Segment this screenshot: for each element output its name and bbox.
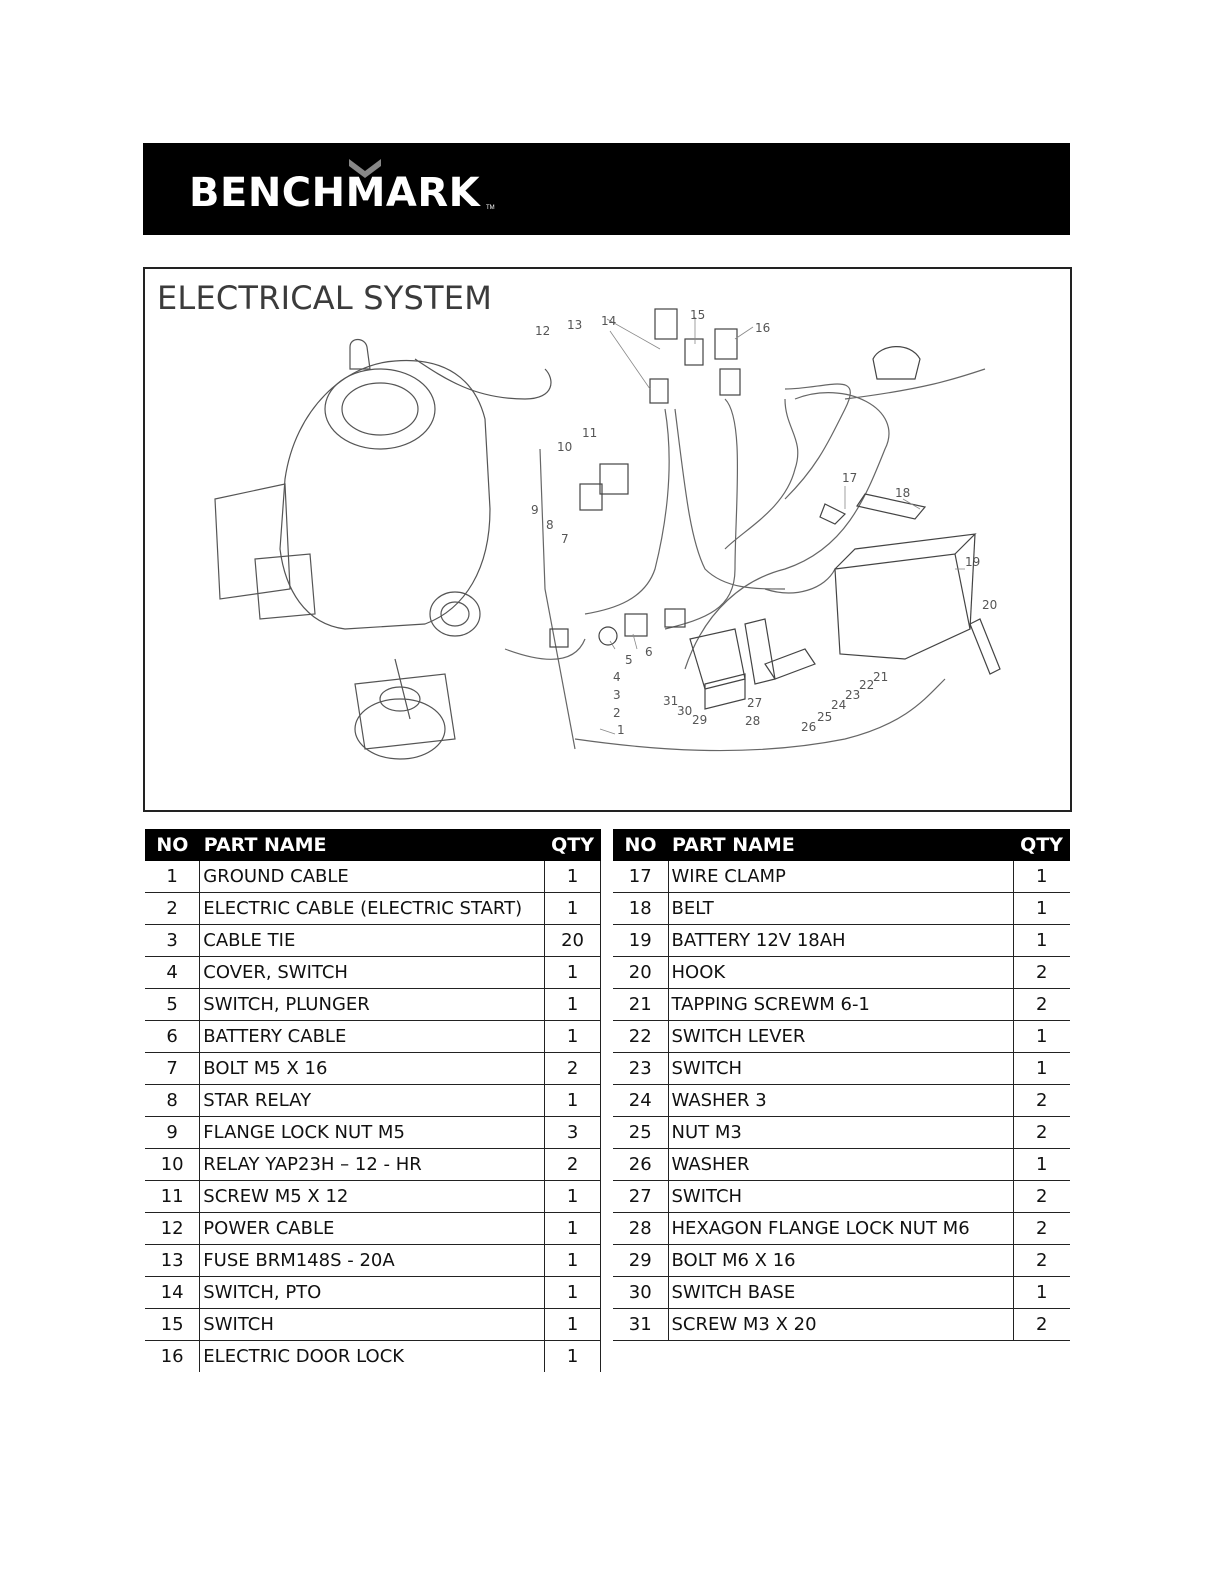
callout-31: 31 — [663, 694, 679, 708]
part-number: 9 — [145, 1117, 200, 1149]
table-row — [145, 1181, 601, 1213]
part-name: BOLT M5 X 16 — [200, 1053, 545, 1085]
callout-26: 26 — [801, 720, 817, 734]
part-number: 19 — [613, 925, 668, 957]
part-qty: 1 — [1013, 1149, 1070, 1181]
table-header-row — [145, 829, 601, 861]
part-number: 6 — [145, 1021, 200, 1053]
part-qty: 2 — [545, 1149, 601, 1181]
callout-13: 13 — [567, 318, 583, 332]
table-row — [613, 957, 1070, 989]
part-name: SWITCH — [668, 1181, 1013, 1213]
part-qty: 2 — [1013, 957, 1070, 989]
section-title: ELECTRICAL SYSTEM — [157, 279, 493, 317]
callout-11: 11 — [582, 426, 598, 440]
header-no: NO — [613, 829, 668, 861]
part-number: 27 — [613, 1181, 668, 1213]
part-name: HEXAGON FLANGE LOCK NUT M6 — [668, 1213, 1013, 1245]
callout-10: 10 — [557, 440, 573, 454]
callout-23: 23 — [845, 688, 861, 702]
part-qty: 1 — [545, 1085, 601, 1117]
engine-illustration — [215, 340, 551, 637]
part-number: 17 — [613, 861, 668, 893]
table-row — [145, 1149, 601, 1181]
part-name: FUSE BRM148S - 20A — [200, 1245, 545, 1277]
table-row — [613, 1309, 1070, 1341]
callout-6: 6 — [645, 645, 653, 659]
table-row — [145, 861, 601, 893]
part-name: ELECTRIC DOOR LOCK — [200, 1341, 545, 1373]
part-name: SWITCH, PLUNGER — [200, 989, 545, 1021]
part-qty: 1 — [545, 1277, 601, 1309]
part-qty: 1 — [545, 989, 601, 1021]
table-row — [145, 1021, 601, 1053]
part-qty: 1 — [1013, 1053, 1070, 1085]
brand-header — [143, 143, 1070, 235]
pto-clutch-illustration — [355, 659, 455, 759]
part-number: 28 — [613, 1213, 668, 1245]
table-row — [145, 957, 601, 989]
part-number: 13 — [145, 1245, 200, 1277]
part-number: 30 — [613, 1277, 668, 1309]
part-name: BATTERY CABLE — [200, 1021, 545, 1053]
table-row — [145, 925, 601, 957]
callout-19: 19 — [965, 555, 981, 569]
parts-table-right — [613, 829, 1070, 1341]
part-qty: 2 — [1013, 1245, 1070, 1277]
callout-30: 30 — [677, 704, 693, 718]
part-number: 1 — [145, 861, 200, 893]
part-qty: 1 — [545, 893, 601, 925]
callout-16: 16 — [755, 321, 771, 335]
part-number: 29 — [613, 1245, 668, 1277]
part-name: CABLE TIE — [200, 925, 545, 957]
part-qty: 2 — [1013, 1117, 1070, 1149]
part-qty: 1 — [545, 1341, 601, 1373]
part-name: SWITCH BASE — [668, 1277, 1013, 1309]
table-row — [613, 1213, 1070, 1245]
part-name: TAPPING SCREWM 6-1 — [668, 989, 1013, 1021]
table-row — [613, 1085, 1070, 1117]
callout-4: 4 — [613, 670, 621, 684]
part-qty: 1 — [545, 1245, 601, 1277]
table-row — [613, 1117, 1070, 1149]
part-qty: 3 — [545, 1117, 601, 1149]
table-row — [145, 1085, 601, 1117]
part-name: COVER, SWITCH — [200, 957, 545, 989]
part-number: 11 — [145, 1181, 200, 1213]
brand-name: BENCHMARK — [189, 170, 481, 216]
table-row — [613, 1277, 1070, 1309]
part-qty: 1 — [545, 1213, 601, 1245]
part-name: BELT — [668, 893, 1013, 925]
header-qty: QTY — [545, 829, 601, 861]
part-number: 25 — [613, 1117, 668, 1149]
part-number: 4 — [145, 957, 200, 989]
part-name: BATTERY 12V 18AH — [668, 925, 1013, 957]
part-qty: 1 — [545, 1309, 601, 1341]
part-name: STAR RELAY — [200, 1085, 545, 1117]
part-number: 12 — [145, 1213, 200, 1245]
diagram-callout-labels — [531, 308, 997, 737]
table-row — [145, 1117, 601, 1149]
callout-2: 2 — [613, 706, 621, 720]
callout-28: 28 — [745, 714, 761, 728]
part-name: SCREW M5 X 12 — [200, 1181, 545, 1213]
part-number: 14 — [145, 1277, 200, 1309]
table-row — [613, 893, 1070, 925]
part-name: WIRE CLAMP — [668, 861, 1013, 893]
table-row — [613, 1245, 1070, 1277]
part-name: HOOK — [668, 957, 1013, 989]
header-part-name: PART NAME — [668, 829, 1013, 861]
header-qty: QTY — [1013, 829, 1070, 861]
part-number: 21 — [613, 989, 668, 1021]
part-qty: 1 — [1013, 861, 1070, 893]
part-name: WASHER — [668, 1149, 1013, 1181]
table-row — [613, 861, 1070, 893]
callout-9: 9 — [531, 503, 539, 517]
table-row — [145, 989, 601, 1021]
table-row — [145, 1213, 601, 1245]
table-row — [613, 925, 1070, 957]
part-qty: 1 — [545, 1181, 601, 1213]
part-qty: 2 — [1013, 989, 1070, 1021]
callout-17: 17 — [842, 471, 858, 485]
table-row — [613, 1021, 1070, 1053]
callout-20: 20 — [982, 598, 998, 612]
part-name: SWITCH — [668, 1053, 1013, 1085]
header-part-name: PART NAME — [200, 829, 545, 861]
callout-5: 5 — [625, 653, 633, 667]
part-number: 5 — [145, 989, 200, 1021]
part-qty: 1 — [1013, 1277, 1070, 1309]
diagram-panel — [143, 267, 1072, 812]
part-qty: 1 — [545, 1021, 601, 1053]
table-row — [613, 1181, 1070, 1213]
part-number: 15 — [145, 1309, 200, 1341]
part-number: 22 — [613, 1021, 668, 1053]
callout-24: 24 — [831, 698, 847, 712]
part-number: 20 — [613, 957, 668, 989]
table-header-row — [613, 829, 1070, 861]
table-row — [613, 1149, 1070, 1181]
table-row — [145, 893, 601, 925]
part-qty: 2 — [1013, 1213, 1070, 1245]
callout-3: 3 — [613, 688, 621, 702]
table-row — [145, 1309, 601, 1341]
part-number: 3 — [145, 925, 200, 957]
components — [550, 309, 1000, 709]
callout-15: 15 — [690, 308, 706, 322]
callout-14: 14 — [601, 314, 617, 328]
part-number: 24 — [613, 1085, 668, 1117]
benchmark-logo — [189, 157, 509, 227]
table-row — [145, 1341, 601, 1373]
electrical-diagram — [145, 269, 1070, 810]
part-qty: 20 — [545, 925, 601, 957]
table-row — [613, 989, 1070, 1021]
callout-29: 29 — [692, 713, 708, 727]
part-name: SCREW M3 X 20 — [668, 1309, 1013, 1341]
part-number: 7 — [145, 1053, 200, 1085]
callout-27: 27 — [747, 696, 763, 710]
part-name: WASHER 3 — [668, 1085, 1013, 1117]
part-name: SWITCH — [200, 1309, 545, 1341]
table-row — [145, 1053, 601, 1085]
part-name: POWER CABLE — [200, 1213, 545, 1245]
header-no: NO — [145, 829, 200, 861]
part-number: 8 — [145, 1085, 200, 1117]
part-qty: 2 — [545, 1053, 601, 1085]
callout-18: 18 — [895, 486, 911, 500]
part-qty: 2 — [1013, 1181, 1070, 1213]
part-name: FLANGE LOCK NUT M5 — [200, 1117, 545, 1149]
part-number: 2 — [145, 893, 200, 925]
part-number: 10 — [145, 1149, 200, 1181]
table-row — [145, 1277, 601, 1309]
table-row — [613, 1053, 1070, 1085]
callout-12: 12 — [535, 324, 551, 338]
part-qty: 1 — [1013, 1021, 1070, 1053]
callout-22: 22 — [859, 678, 875, 692]
part-name: GROUND CABLE — [200, 861, 545, 893]
part-name: BOLT M6 X 16 — [668, 1245, 1013, 1277]
part-name: NUT M3 — [668, 1117, 1013, 1149]
callout-25: 25 — [817, 710, 833, 724]
part-name: ELECTRIC CABLE (ELECTRIC START) — [200, 893, 545, 925]
part-qty: 1 — [1013, 925, 1070, 957]
part-name: RELAY YAP23H – 12 - HR — [200, 1149, 545, 1181]
part-number: 23 — [613, 1053, 668, 1085]
callout-7: 7 — [561, 532, 569, 546]
parts-table-left — [145, 829, 601, 1372]
part-qty: 2 — [1013, 1085, 1070, 1117]
callout-1: 1 — [617, 723, 625, 737]
trademark: TM — [486, 205, 495, 211]
part-name: SWITCH, PTO — [200, 1277, 545, 1309]
callout-8: 8 — [546, 518, 554, 532]
part-qty: 2 — [1013, 1309, 1070, 1341]
part-qty: 1 — [545, 957, 601, 989]
part-number: 16 — [145, 1341, 200, 1373]
part-number: 18 — [613, 893, 668, 925]
callout-21: 21 — [873, 670, 889, 684]
part-qty: 1 — [545, 861, 601, 893]
table-row — [145, 1245, 601, 1277]
part-number: 31 — [613, 1309, 668, 1341]
part-number: 26 — [613, 1149, 668, 1181]
part-name: SWITCH LEVER — [668, 1021, 1013, 1053]
part-qty: 1 — [1013, 893, 1070, 925]
